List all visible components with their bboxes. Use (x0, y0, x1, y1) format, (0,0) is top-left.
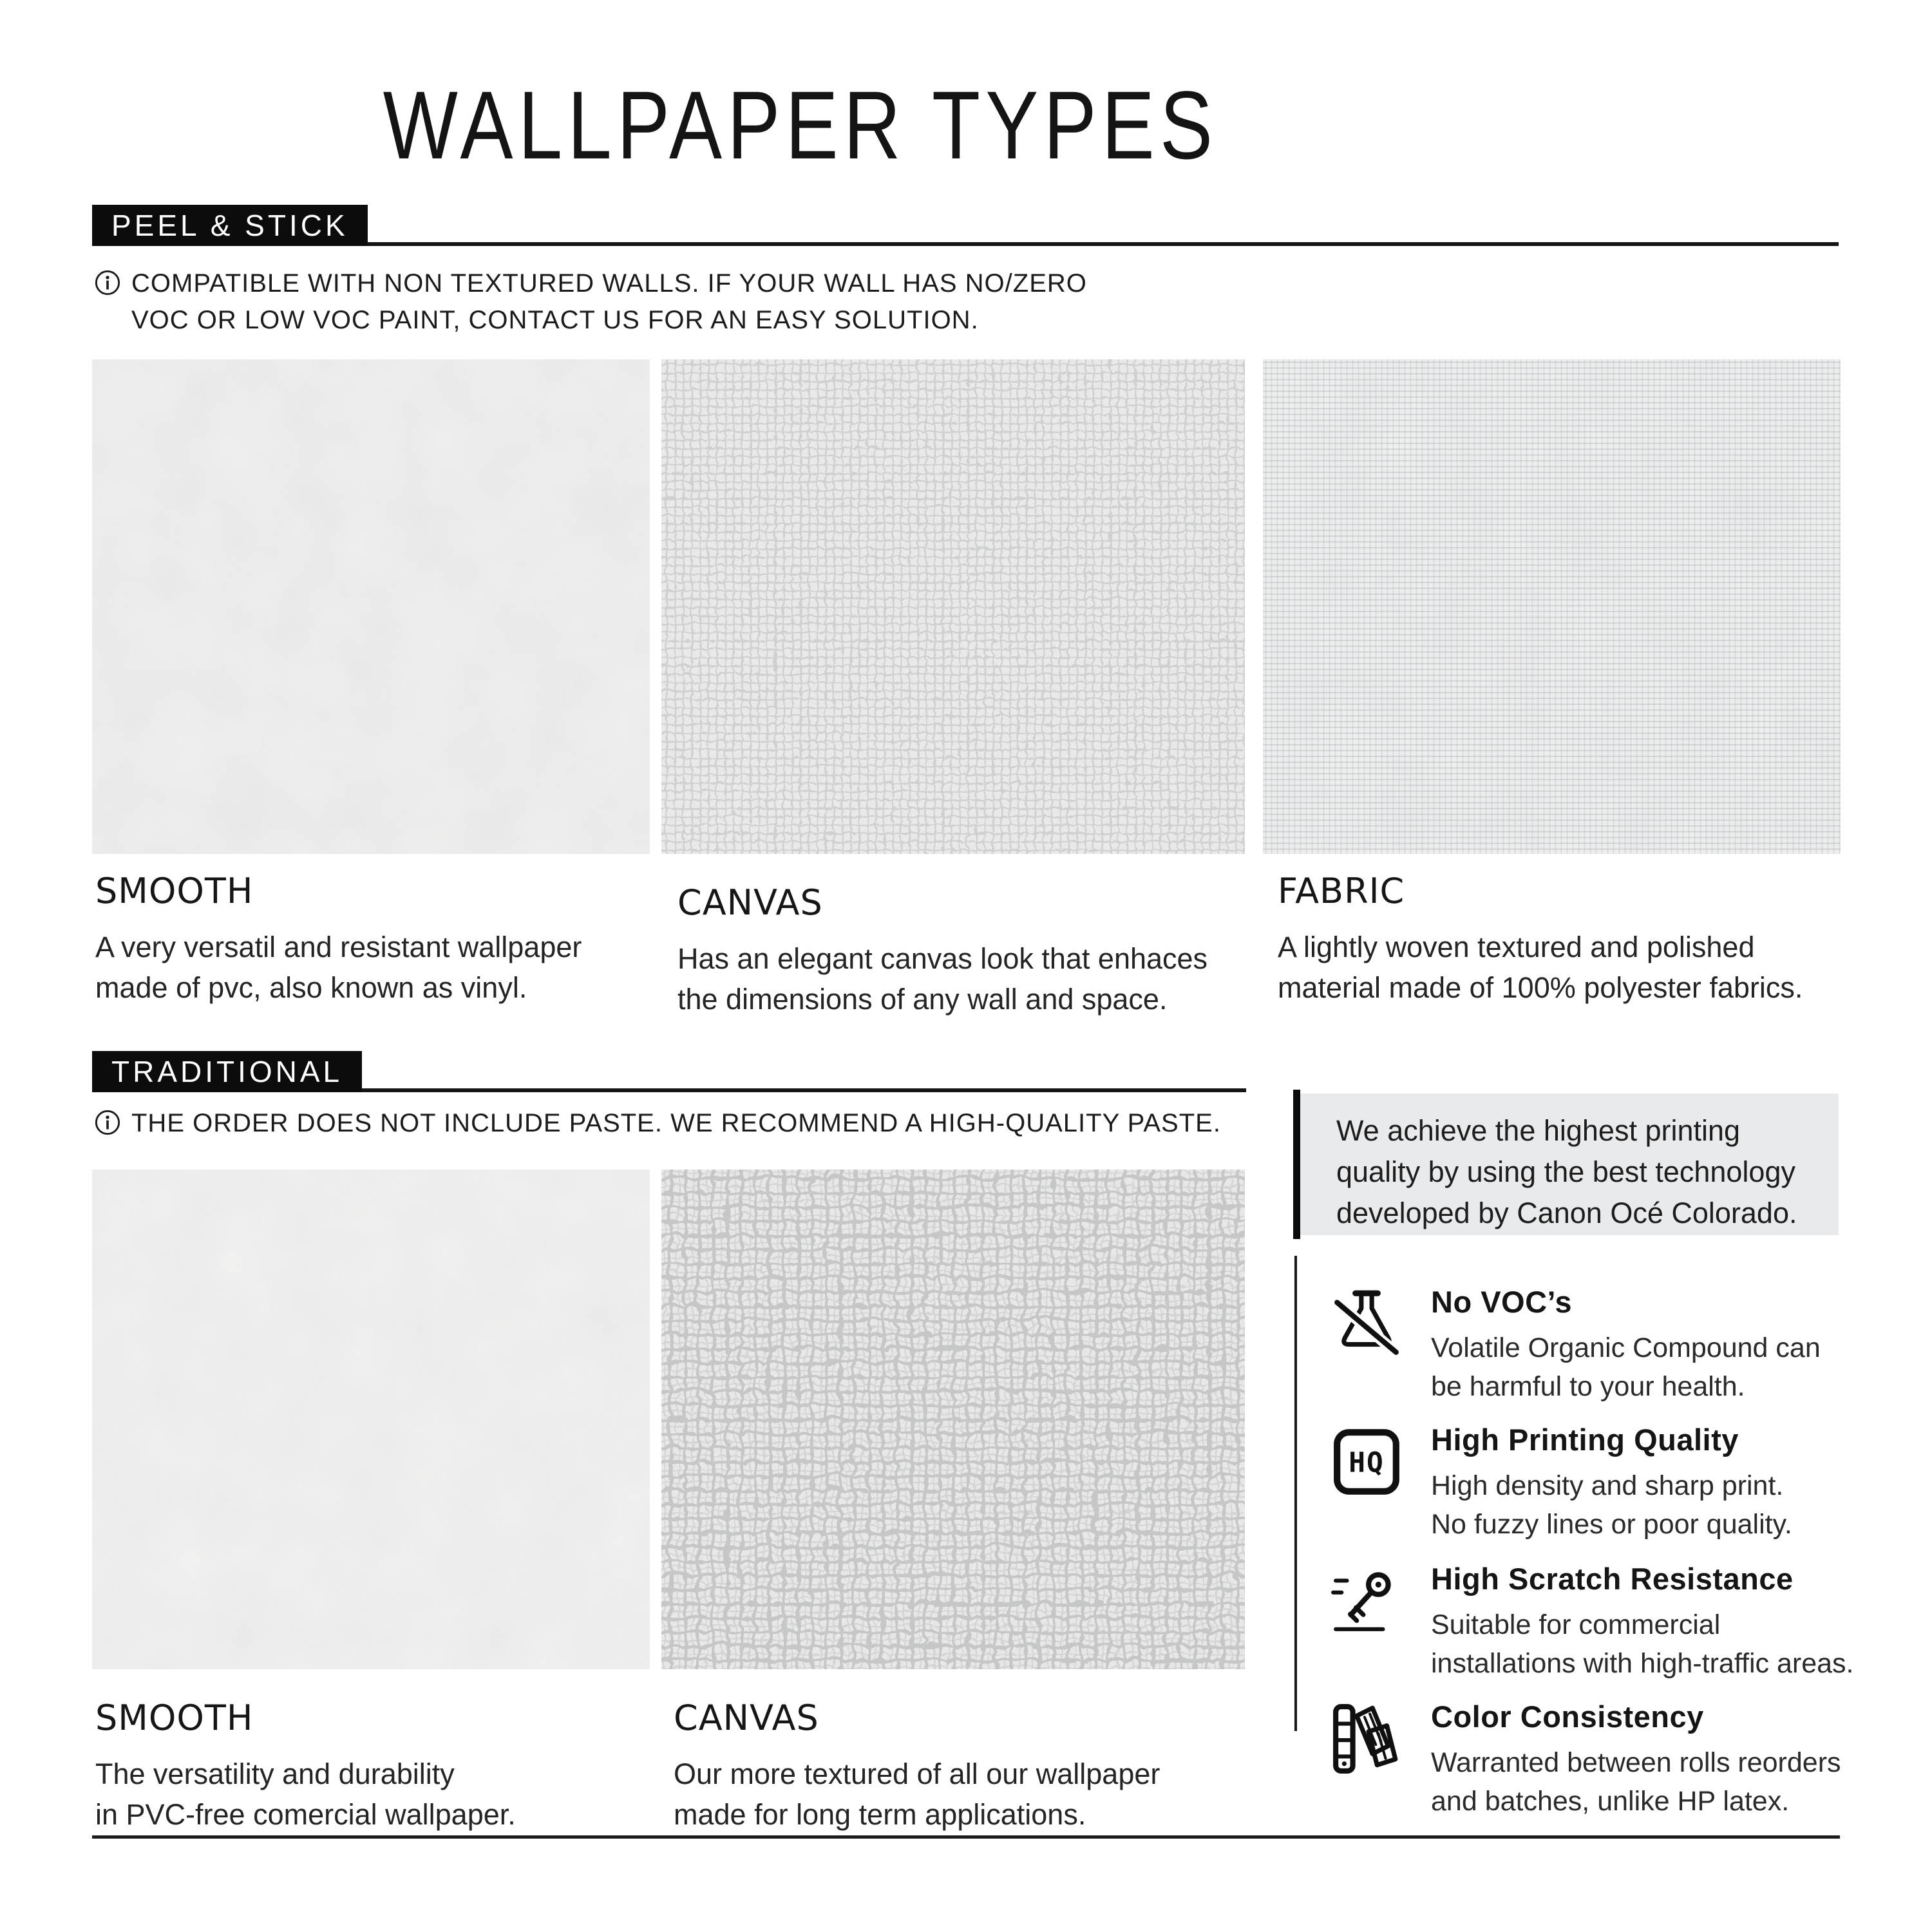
feature-desc-line: Volatile Organic Compound can (1431, 1332, 1821, 1363)
swatch-title: CANVAS (677, 882, 823, 923)
swatch-peel-canvas (661, 359, 1245, 854)
feature-high-printing-quality (1331, 1423, 1846, 1544)
feature-title: High Printing Quality (1431, 1423, 1739, 1457)
feature-desc-line: No fuzzy lines or poor quality. (1431, 1509, 1792, 1540)
swatch-title: FABRIC (1278, 871, 1405, 911)
info-text-line: COMPATIBLE WITH NON TEXTURED WALLS. IF YOUR WALL HAS NO/ZERO (131, 269, 1087, 298)
traditional-info (94, 1105, 1221, 1142)
feature-title: High Scratch Resistance (1431, 1562, 1794, 1596)
quote-line: quality by using the best technology (1336, 1155, 1795, 1188)
feature-desc-line: High density and sharp print. (1431, 1470, 1784, 1501)
swatch-traditional-canvas (661, 1170, 1245, 1669)
info-icon (94, 269, 121, 296)
key-scratch-icon (1331, 1565, 1403, 1637)
hq-icon-text: HQ (1349, 1446, 1385, 1479)
no-voc-flask-icon (1331, 1288, 1403, 1360)
bottom-divider-line (92, 1835, 1840, 1839)
swatch-peel-smooth (92, 359, 650, 854)
hq-badge-icon (1331, 1426, 1403, 1498)
peel-stick-section-header (92, 205, 1839, 246)
swatch-traditional-smooth (92, 1170, 650, 1669)
swatch-desc-line: in PVC-free comercial wallpaper. (95, 1798, 516, 1831)
caption-traditional-smooth (95, 1698, 516, 1835)
swatch-desc-line: material made of 100% polyester fabrics. (1278, 971, 1803, 1004)
swatch-title: SMOOTH (95, 871, 254, 911)
swatch-desc-line: Our more textured of all our wallpaper (674, 1757, 1160, 1790)
traditional-label: TRADITIONAL (92, 1051, 362, 1092)
color-swatchbook-icon (1331, 1703, 1403, 1775)
info-icon (94, 1109, 121, 1136)
quote-line: developed by Canon Océ Colorado. (1336, 1197, 1797, 1229)
swatch-desc-line: the dimensions of any wall and space. (677, 983, 1168, 1016)
swatch-desc-line: Has an elegant canvas look that enhaces (677, 942, 1208, 975)
feature-desc-line: Warranted between rolls reorders (1431, 1747, 1841, 1778)
feature-high-scratch-resistance (1331, 1562, 1854, 1683)
swatch-desc-line: A lightly woven textured and polished (1278, 931, 1755, 963)
feature-color-consistency (1331, 1700, 1846, 1821)
features-divider-line (1294, 1256, 1297, 1731)
feature-title: No VOC’s (1431, 1285, 1573, 1319)
quote-line: We achieve the highest printing (1336, 1114, 1741, 1147)
swatch-desc-line: made of pvc, also known as vinyl. (95, 971, 527, 1004)
caption-peel-fabric (1278, 871, 1803, 1008)
quote-accent-bar (1293, 1090, 1300, 1239)
feature-desc-line: installations with high-traffic areas. (1431, 1648, 1854, 1679)
swatch-peel-fabric (1263, 359, 1841, 854)
swatch-desc-line: A very versatil and resistant wallpaper (95, 931, 582, 963)
feature-desc-line: be harmful to your health. (1431, 1371, 1745, 1402)
info-text-line: THE ORDER DOES NOT INCLUDE PASTE. WE RECOMMEND A HIGH-QUALITY PASTE. (131, 1109, 1221, 1137)
feature-no-voc (1331, 1285, 1846, 1406)
feature-desc-line: and batches, unlike HP latex. (1431, 1786, 1790, 1817)
info-text-line: VOC OR LOW VOC PAINT, CONTACT US FOR AN EASY SOLUTION. (131, 306, 979, 334)
caption-peel-canvas (677, 882, 1208, 1019)
caption-peel-smooth (95, 871, 582, 1008)
peel-stick-label: PEEL & STICK (92, 205, 368, 246)
printing-quality-note (1300, 1094, 1839, 1235)
feature-desc-line: Suitable for commercial (1431, 1609, 1721, 1640)
peel-stick-info (94, 265, 1087, 339)
swatch-title: CANVAS (674, 1698, 819, 1738)
feature-title: Color Consistency (1431, 1700, 1704, 1734)
page-title: WALLPAPER TYPES (383, 71, 1218, 179)
caption-traditional-canvas (674, 1698, 1160, 1835)
swatch-desc-line: The versatility and durability (95, 1757, 455, 1790)
traditional-section-header (92, 1051, 1246, 1092)
swatch-desc-line: made for long term applications. (674, 1798, 1086, 1831)
swatch-title: SMOOTH (95, 1698, 254, 1738)
